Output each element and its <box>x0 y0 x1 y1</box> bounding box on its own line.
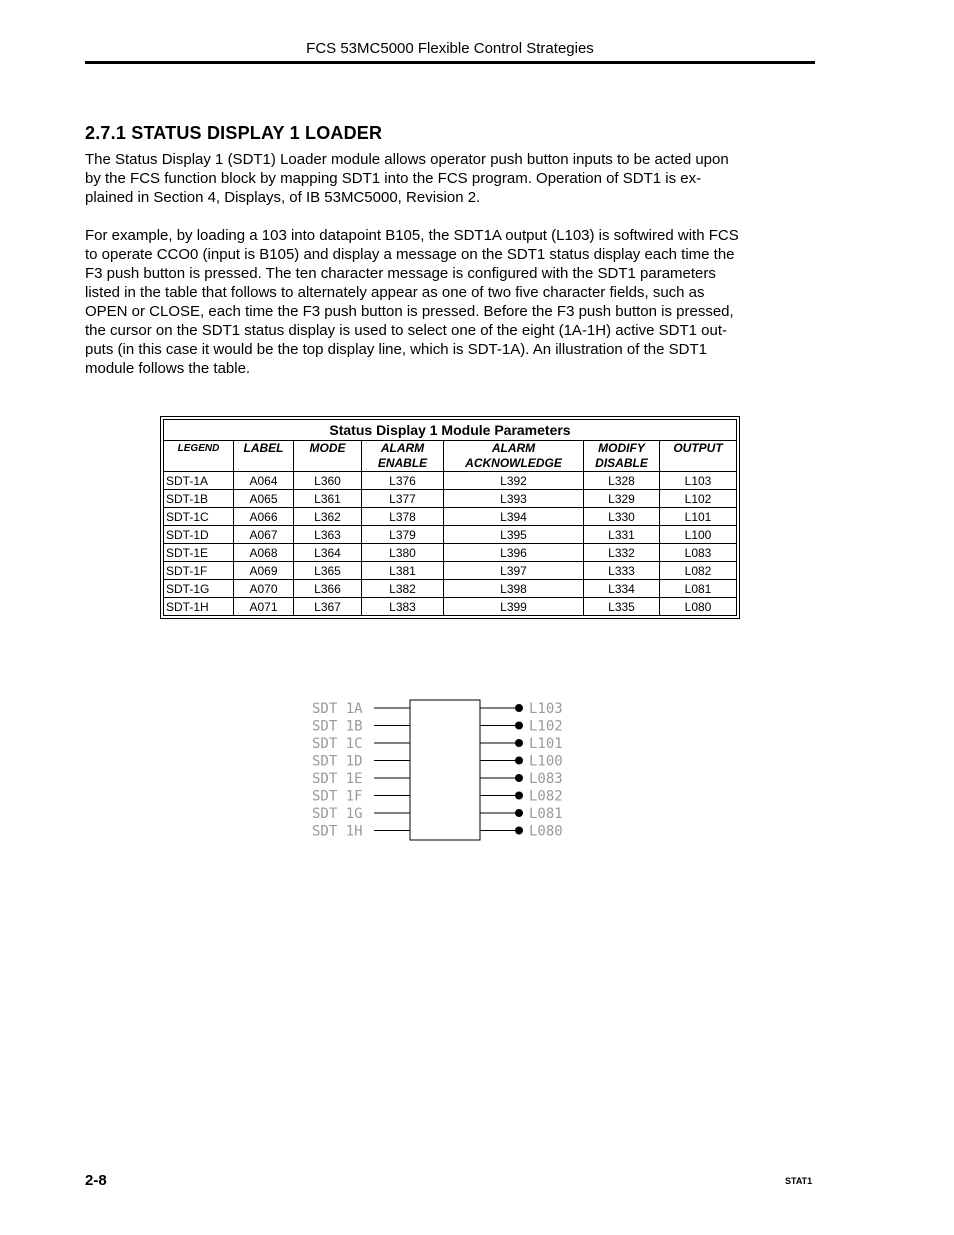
table-cell: L393 <box>444 490 584 508</box>
input-label: SDT 1D <box>312 753 363 770</box>
table-cell: SDT-1G <box>164 580 234 598</box>
page-number: 2-8 <box>85 1172 107 1189</box>
table-header-row <box>164 441 737 472</box>
table-cell: L380 <box>362 544 444 562</box>
table-cell: A071 <box>234 598 294 616</box>
text-line: by the FCS function block by mapping SDT1 into the FCS program. Operation of SDT1 is ex- <box>85 170 702 187</box>
table-cell: L360 <box>294 472 362 490</box>
table-cell: A064 <box>234 472 294 490</box>
table-cell: SDT-1D <box>164 526 234 544</box>
output-label: L102 <box>529 718 563 735</box>
table-cell: A065 <box>234 490 294 508</box>
output-label: L082 <box>529 788 563 805</box>
table-cell: L392 <box>444 472 584 490</box>
table-cell: L399 <box>444 598 584 616</box>
table-cell: SDT-1B <box>164 490 234 508</box>
text-line: OPEN or CLOSE, each time the F3 push button is pressed. Before the F3 push button is pressed, <box>85 303 734 320</box>
output-terminal-dot <box>515 722 523 730</box>
table-cell: A070 <box>234 580 294 598</box>
input-label: SDT 1F <box>312 788 363 805</box>
column-header-text: ALARM <box>491 441 536 455</box>
input-label: SDT 1A <box>312 701 363 717</box>
table-cell: L334 <box>584 580 660 598</box>
table-cell: L377 <box>362 490 444 508</box>
table-cell: L328 <box>584 472 660 490</box>
output-terminal-dot <box>515 757 523 765</box>
table-cell: L366 <box>294 580 362 598</box>
table-cell: L365 <box>294 562 362 580</box>
table-cell: SDT-1H <box>164 598 234 616</box>
table-cell: L378 <box>362 508 444 526</box>
table-cell: L101 <box>660 508 737 526</box>
input-label: SDT 1C <box>312 736 363 752</box>
table-cell: L367 <box>294 598 362 616</box>
text-line: listed in the table that follows to alternately appear as one of two five character fields, such as <box>85 284 705 301</box>
output-label: L080 <box>529 823 563 840</box>
column-header-alarm-acknowledge <box>444 441 584 472</box>
column-header-alarm-enable <box>362 441 444 472</box>
table-cell: L329 <box>584 490 660 508</box>
example-paragraph <box>85 226 820 378</box>
text-line: the cursor on the SDT1 status display is used to select one of the eight (1A-1H) active SDT1 out- <box>85 322 727 339</box>
text-line: module follows the table. <box>85 360 251 377</box>
table-cell: L383 <box>362 598 444 616</box>
text-line: The Status Display 1 (SDT1) Loader module allows operator push button inputs to be acted upon <box>85 151 729 168</box>
text-line: For example, by loading a 103 into datapoint B105, the SDT1A output (L103) is softwired with FCS <box>85 227 739 244</box>
input-label: SDT 1E <box>312 771 363 787</box>
output-label: L101 <box>529 736 563 752</box>
table-cell: L395 <box>444 526 584 544</box>
table-row <box>164 580 737 598</box>
table-cell: L364 <box>294 544 362 562</box>
input-label: SDT 1H <box>312 823 363 840</box>
column-header-text: OUTPUT <box>673 441 723 455</box>
output-terminal-dot <box>515 774 523 782</box>
table-cell: L335 <box>584 598 660 616</box>
table-cell: L376 <box>362 472 444 490</box>
table-cell: L081 <box>660 580 737 598</box>
table-cell: L398 <box>444 580 584 598</box>
header-rule <box>85 61 815 64</box>
table-cell: L397 <box>444 562 584 580</box>
table-cell: L379 <box>362 526 444 544</box>
input-label: SDT 1B <box>312 718 363 735</box>
table-cell: L080 <box>660 598 737 616</box>
column-header-text: MODE <box>309 441 346 455</box>
table-cell: L333 <box>584 562 660 580</box>
output-label: L100 <box>529 753 563 770</box>
table-cell: SDT-1E <box>164 544 234 562</box>
table-cell: L331 <box>584 526 660 544</box>
table-row <box>164 526 737 544</box>
output-label: L103 <box>529 701 563 717</box>
column-header-text: LEGEND <box>177 443 220 454</box>
column-header-legend <box>164 441 234 472</box>
table-cell: SDT-1C <box>164 508 234 526</box>
table-row <box>164 490 737 508</box>
table-cell: A066 <box>234 508 294 526</box>
output-label: L083 <box>529 771 563 787</box>
output-label: L081 <box>529 806 563 822</box>
table-cell: A067 <box>234 526 294 544</box>
document-code: STAT1 <box>785 1176 813 1186</box>
column-header-text: ALARM <box>380 441 425 455</box>
text-line: F3 push button is pressed. The ten character message is configured with the SDT1 parameters <box>85 265 716 282</box>
table-cell: L332 <box>584 544 660 562</box>
table-caption: Status Display 1 Module Parameters <box>164 420 737 441</box>
section-heading: 2.7.1 STATUS DISPLAY 1 LOADER <box>85 123 383 143</box>
table-cell: L361 <box>294 490 362 508</box>
table-cell: SDT-1A <box>164 472 234 490</box>
table-cell: L381 <box>362 562 444 580</box>
intro-paragraph <box>85 150 820 207</box>
table-cell: L102 <box>660 490 737 508</box>
table-cell: A068 <box>234 544 294 562</box>
table-row <box>164 472 737 490</box>
table-cell: L103 <box>660 472 737 490</box>
column-header-text: ACKNOWLEDGE <box>465 456 562 470</box>
text-line: to operate CCO0 (input is B105) and display a message on the SDT1 status display each time the <box>85 246 735 263</box>
table-row <box>164 508 737 526</box>
table-cell: L363 <box>294 526 362 544</box>
column-header-text: ENABLE <box>377 456 428 470</box>
table-cell: A069 <box>234 562 294 580</box>
table-body <box>164 472 737 616</box>
table-cell: L082 <box>660 562 737 580</box>
output-terminal-dot <box>515 827 523 835</box>
output-terminal-dot <box>515 739 523 747</box>
text-line: plained in Section 4, Displays, of IB 53MC5000, Revision 2. <box>85 189 481 206</box>
output-terminal-dot <box>515 792 523 800</box>
table-cell: L083 <box>660 544 737 562</box>
table-cell: L394 <box>444 508 584 526</box>
table-cell: L330 <box>584 508 660 526</box>
table-cell: L362 <box>294 508 362 526</box>
module-block <box>410 700 480 840</box>
output-terminal-dot <box>515 704 523 712</box>
column-header-text: MODIFY <box>598 441 645 455</box>
column-header-text: DISABLE <box>595 456 648 470</box>
table-cell: SDT-1F <box>164 562 234 580</box>
column-header-label <box>234 441 294 472</box>
table-row <box>164 544 737 562</box>
page-header-title: FCS 53MC5000 Flexible Control Strategies <box>306 40 594 57</box>
column-header-output <box>660 441 737 472</box>
parameters-table <box>160 416 740 619</box>
table-cell: L396 <box>444 544 584 562</box>
output-terminal-dot <box>515 809 523 817</box>
table-row <box>164 598 737 616</box>
table-cell: L100 <box>660 526 737 544</box>
table-row <box>164 562 737 580</box>
column-header-mode <box>294 441 362 472</box>
column-header-text: LABEL <box>243 441 284 455</box>
table-cell: L382 <box>362 580 444 598</box>
input-label: SDT 1G <box>312 806 363 822</box>
column-header-modify-disable <box>584 441 660 472</box>
text-line: puts (in this case it would be the top display line, which is SDT-1A). An illustration of the SDT1 <box>85 341 707 358</box>
sdt1-module-diagram <box>300 690 600 850</box>
